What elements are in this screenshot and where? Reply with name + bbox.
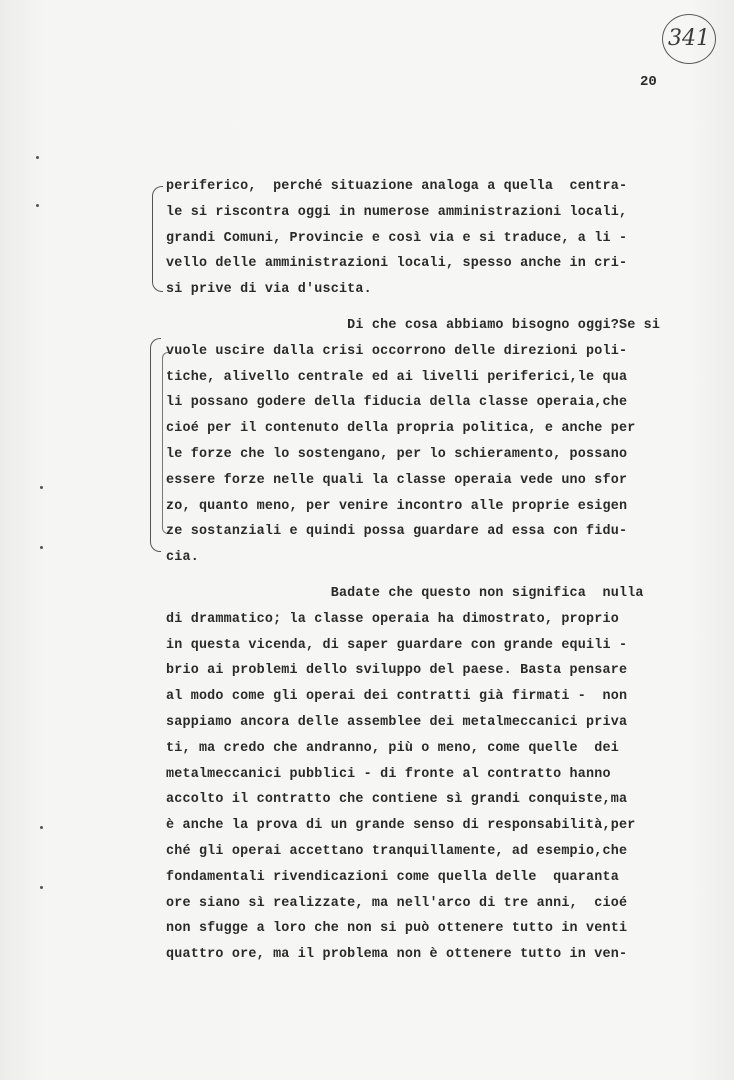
margin-dot (40, 546, 43, 549)
text-line: sappiamo ancora delle assemblee dei metalmeccanici priva (166, 714, 628, 730)
page-number: 20 (640, 74, 657, 90)
text-line: quattro ore, ma il problema non è ottenere tutto in ven- (166, 947, 628, 963)
text-line: essere forze nelle quali la classe operaia vede uno sfor (166, 472, 628, 488)
text-line: zo, quanto meno, per venire incontro alle proprie esigen (166, 498, 628, 514)
text-line: le forze che lo sostengano, per lo schieramento, possano (166, 446, 628, 462)
margin-dot (36, 156, 39, 159)
margin-bracket (152, 186, 163, 292)
text-line: si prive di via d'uscita. (166, 282, 372, 298)
margin-bracket (150, 338, 161, 552)
text-line: Badate che questo non significa nulla (166, 585, 644, 601)
text-line: di drammatico; la classe operaia ha dimostrato, proprio (166, 611, 619, 627)
text-line: è anche la prova di un grande senso di responsabilità,per (166, 818, 636, 834)
text-line: cia. (166, 550, 199, 566)
paragraph-gap (166, 571, 666, 581)
text-line: grandi Comuni, Provincie e così via e si traduce, a li - (166, 230, 628, 246)
text-line: Di che cosa abbiamo bisogno oggi?Se si (166, 317, 661, 333)
text-line: accolto il contratto che contiene sì grandi conquiste,ma (166, 792, 628, 808)
text-line: fondamentali rivendicazioni come quella delle quaranta (166, 869, 619, 885)
text-line: periferico, perché situazione analoga a quella centra- (166, 179, 628, 194)
text-line: le si riscontra oggi in numerose amministrazioni locali, (166, 204, 628, 220)
text-line: ore siano sì realizzate, ma nell'arco di tre anni, cioé (166, 895, 628, 911)
text-line: ze sostanziali e quindi possa guardare ad essa con fidu- (166, 524, 628, 540)
text-line: al modo come gli operai dei contratti già firmati - non (166, 689, 628, 705)
margin-dot (36, 204, 39, 207)
paragraph-gap (166, 303, 666, 313)
text-line: ti, ma credo che andranno, più o meno, come quelle dei (166, 740, 619, 756)
paragraph (166, 313, 666, 571)
typewritten-text (166, 174, 666, 968)
text-line: brio ai problemi dello sviluppo del paese. Basta pensare (166, 663, 628, 679)
text-line: li possano godere della fiducia della classe operaia,che (166, 395, 628, 411)
text-line: cioé per il contenuto della propria politica, e anche per (166, 421, 636, 437)
text-line: ché gli operai accettano tranquillamente, ad esempio,che (166, 843, 628, 859)
text-line: non sfugge a loro che non si può ottenere tutto in venti (166, 921, 628, 937)
text-line: vello delle amministrazioni locali, spesso anche in cri- (166, 256, 628, 272)
text-line: metalmeccanici pubblici - di fronte al contratto hanno (166, 766, 611, 782)
paragraph (166, 581, 666, 968)
archive-stamp: 341 (662, 14, 716, 64)
margin-dot (40, 486, 43, 489)
paragraph (166, 174, 666, 303)
text-line: tiche, alivello centrale ed ai livelli periferici,le qua (166, 369, 628, 385)
text-line: vuole uscire dalla crisi occorrono delle direzioni poli- (166, 343, 628, 359)
margin-dot (40, 826, 43, 829)
text-line: in questa vicenda, di saper guardare con grande equili - (166, 637, 628, 653)
margin-dot (40, 886, 43, 889)
